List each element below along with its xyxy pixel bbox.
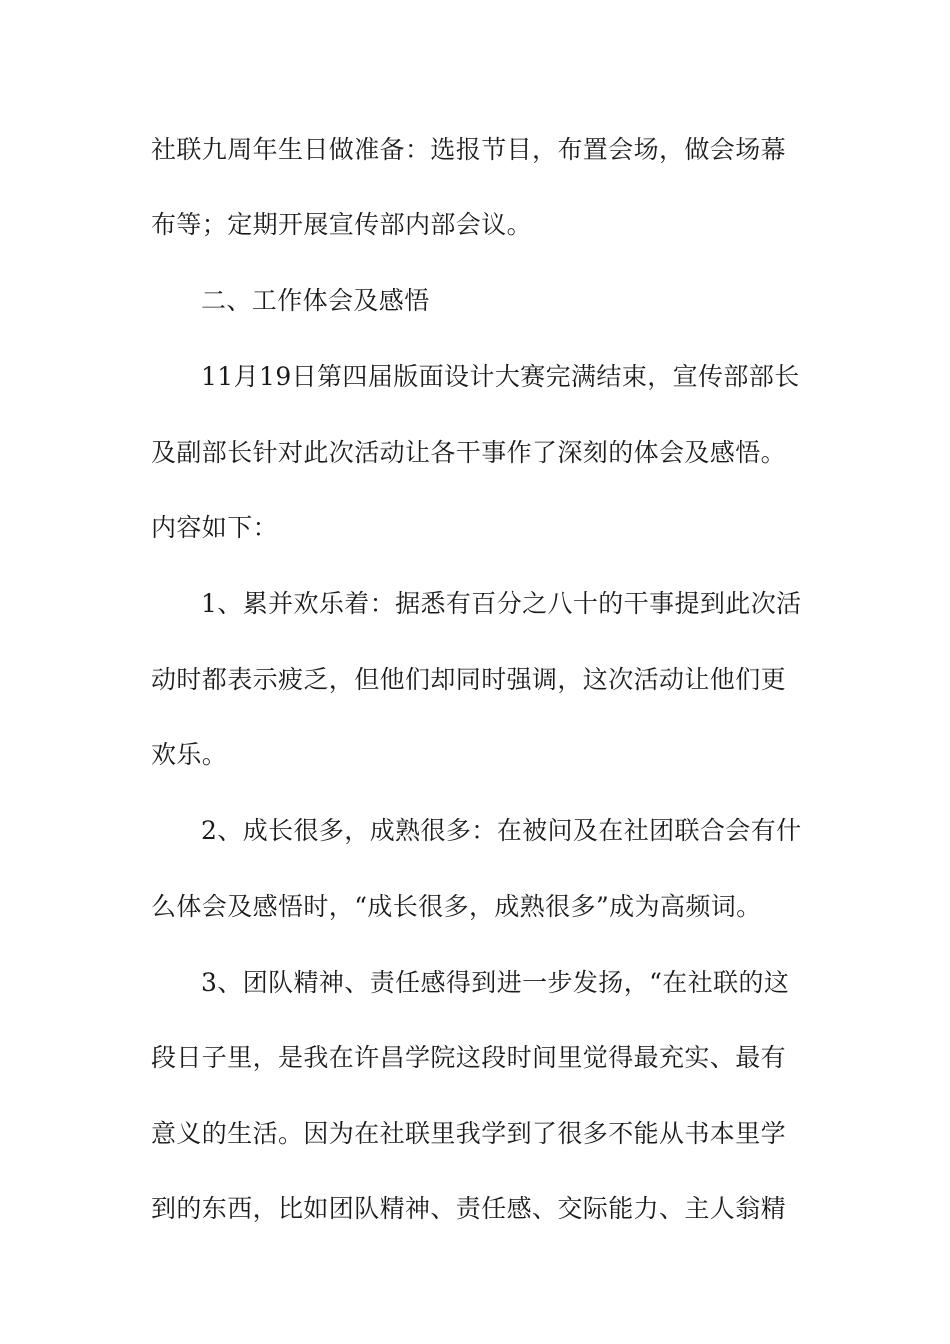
paragraph-line: 11月19日第四届版面设计大赛完满结束，宣传部部长: [201, 362, 800, 391]
paragraph-line: 内容如下：: [151, 513, 279, 542]
list-item-line: 动时都表示疲乏，但他们却同时强调，这次活动让他们更: [151, 665, 787, 694]
paragraph-line: 及副部长针对此次活动让各干事作了深刻的体会及感悟。: [151, 438, 787, 467]
paragraph-line: 社联九周年生日做准备：选报节目，布置会场，做会场幕: [151, 135, 787, 164]
list-item-line: 2、成长很多，成熟很多：在被问及在社团联合会有什: [201, 816, 802, 845]
paragraph-line: 布等；定期开展宣传部内部会议。: [151, 210, 533, 239]
list-item-line: 1、累并欢乐着：据悉有百分之八十的干事提到此次活: [201, 589, 802, 618]
list-item-line: 欢乐。: [151, 740, 228, 769]
list-item-line: 3、团队精神、责任感得到进一步发扬，“在社联的这: [201, 968, 790, 997]
list-item-line: 意义的生活。因为在社联里我学到了很多不能从书本里学: [151, 1119, 787, 1148]
list-item-line: 么体会及感悟时，“成长很多，成熟很多”成为高频词。: [151, 892, 762, 921]
list-item-line: 到的东西，比如团队精神、责任感、交际能力、主人翁精: [151, 1194, 787, 1223]
section-heading: 二、工作体会及感悟: [201, 286, 430, 315]
list-item-line: 段日子里，是我在许昌学院这段时间里觉得最充实、最有: [151, 1043, 787, 1072]
